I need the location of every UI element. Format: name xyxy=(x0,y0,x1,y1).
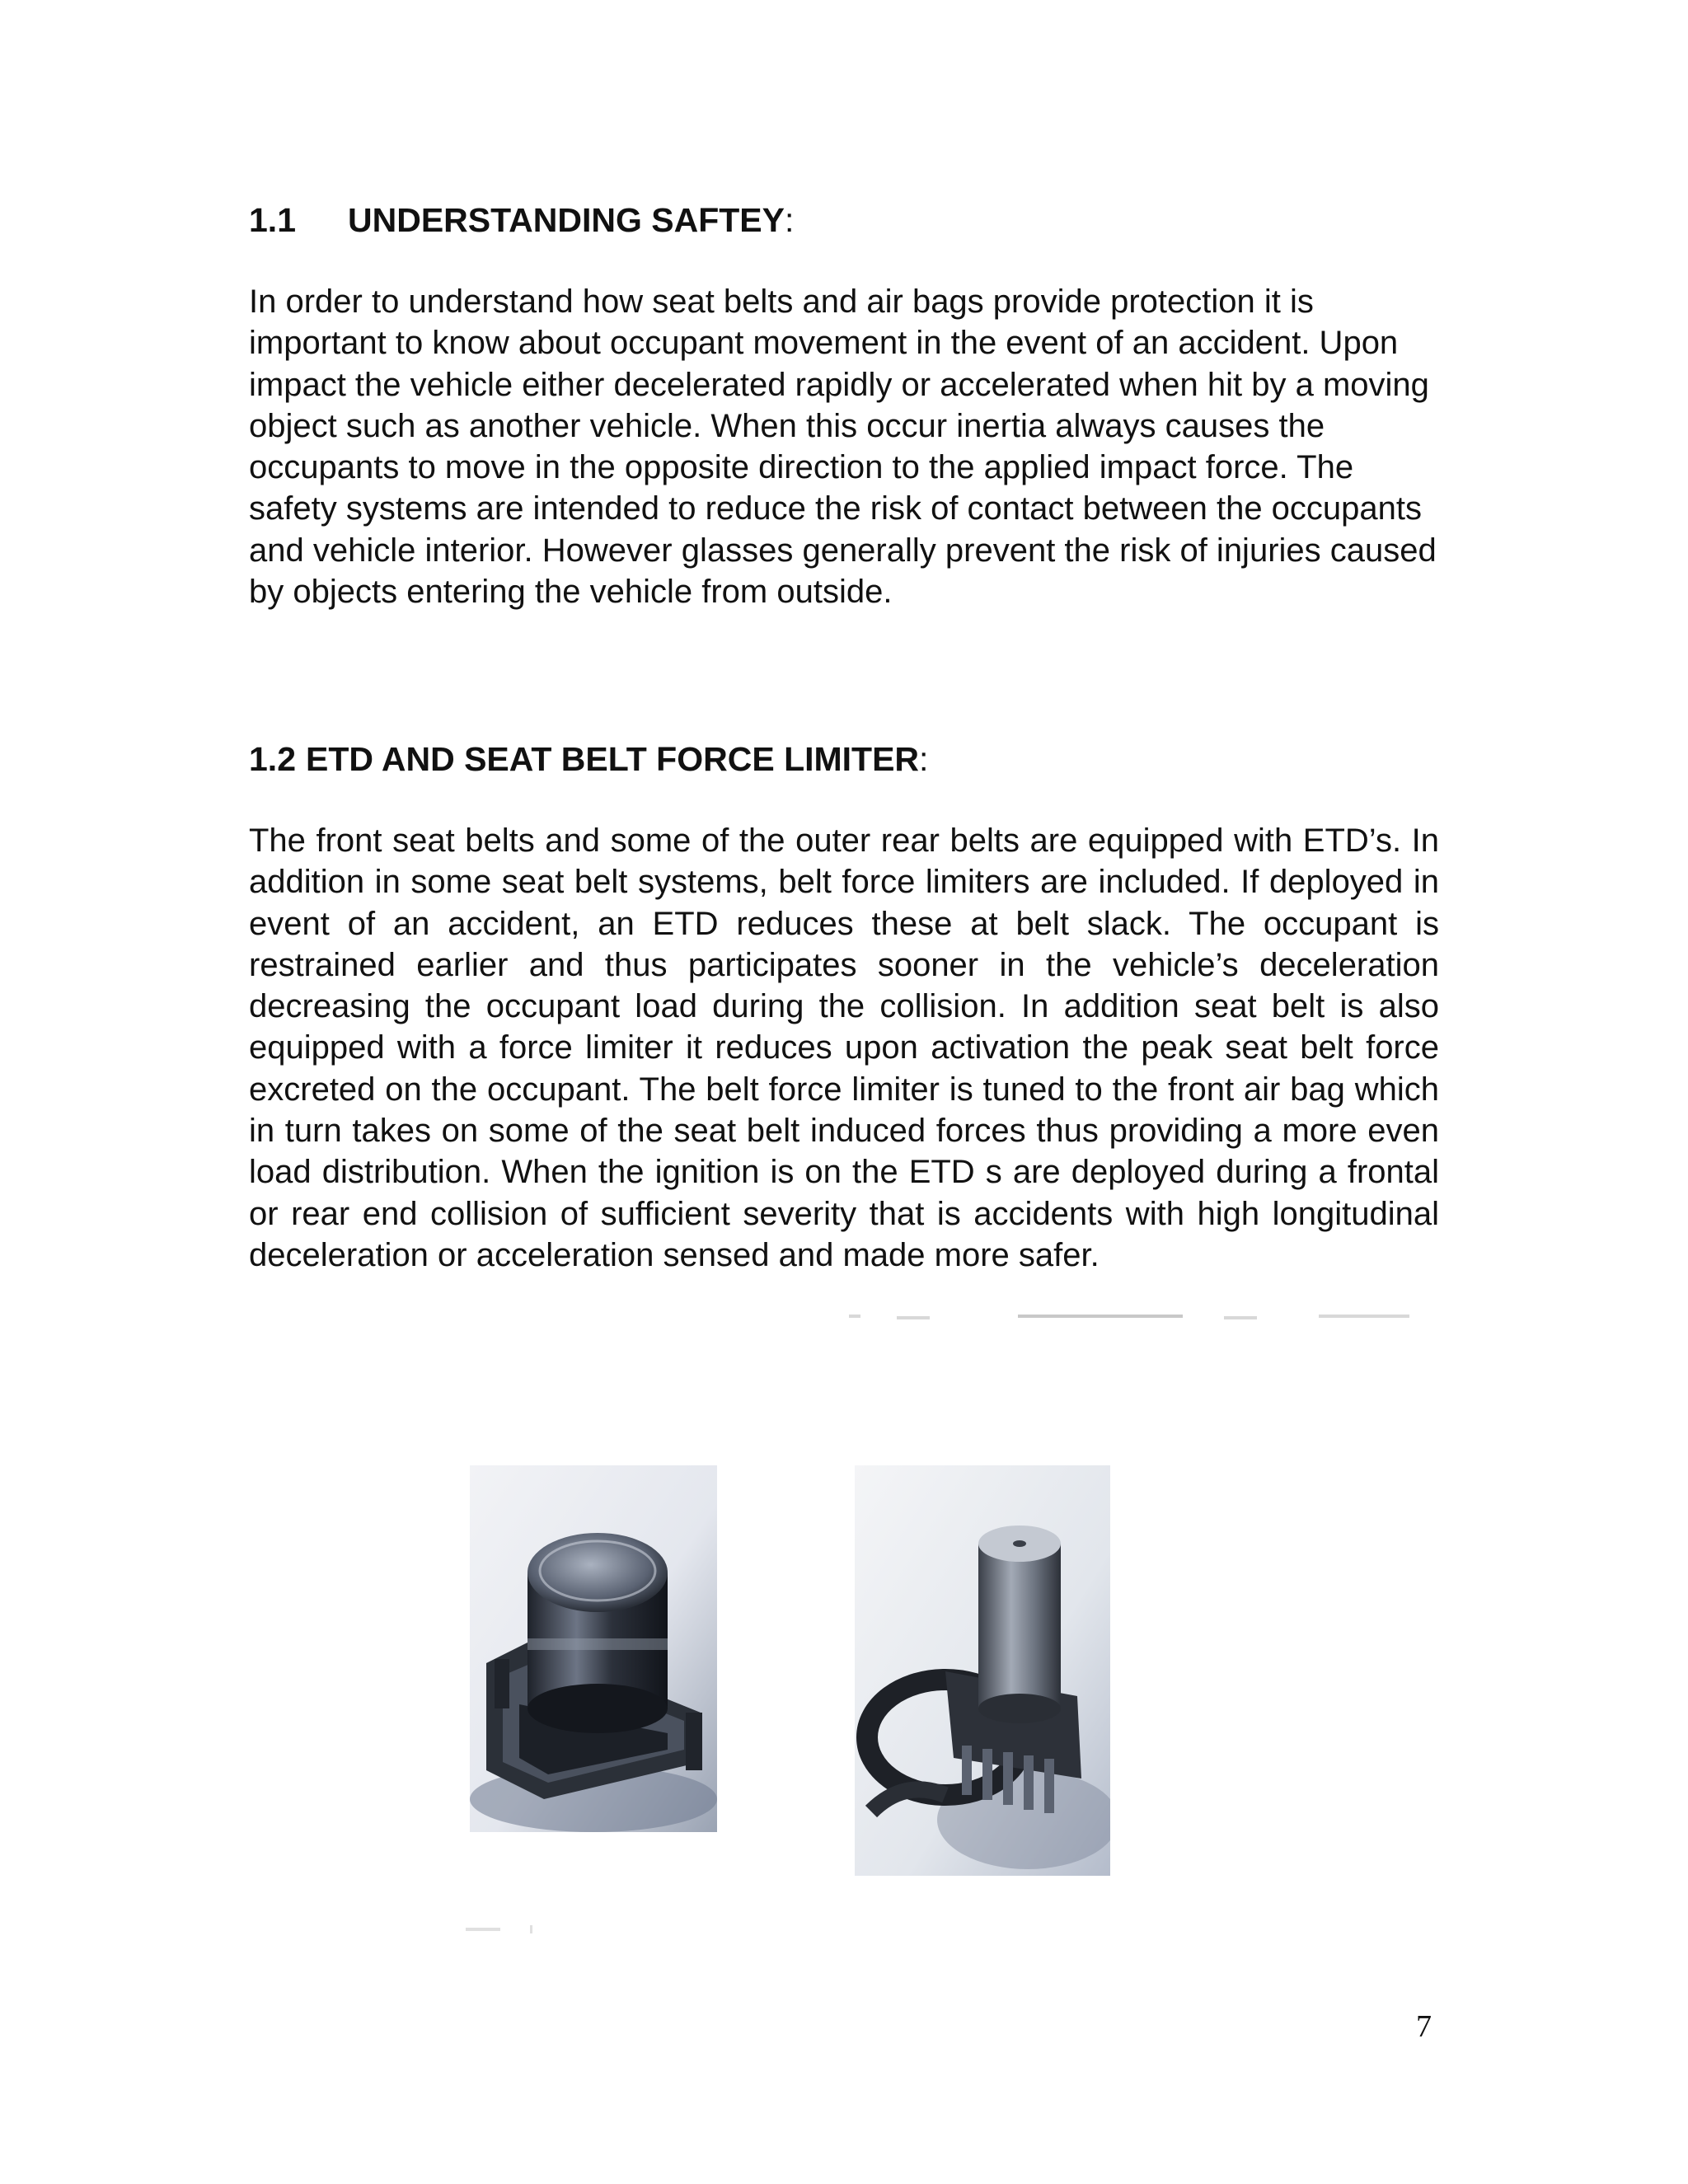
scan-artifact xyxy=(1319,1315,1409,1318)
section-heading-1-2 xyxy=(249,738,928,780)
scan-artifact xyxy=(530,1925,532,1933)
section-title: UNDERSTANDING SAFTEY xyxy=(348,201,785,239)
section-title: ETD AND SEAT BELT FORCE LIMITER xyxy=(306,740,920,778)
section-number: 1.1 xyxy=(249,201,296,239)
paragraph-etd-force-limiter: The front seat belts and some of the outer rear belts are equipped with ETD’s. In addition in some seat belt systems, belt force limiters are included. If deployed in event of an accident, an ETD reduces these at belt slack. The occupant is restrained earlier and thus participates sooner in the vehicle’s deceleration decreasing the occupant load during the collision. In addition seat belt is also equipped with a force limiter it reduces upon activation the peak seat belt force excreted on the occupant. The belt force limiter is tuned to the front air bag which in turn takes on some of the seat belt induced forces thus providing a more even load distribution. When the ignition is on the ETD s are deployed during a frontal or rear end collision of sufficient severity that is accidents with high longitudinal deceleration or acceleration sensed and made more safer. xyxy=(249,823,1439,1273)
section-number: 1.2 xyxy=(249,740,296,778)
etd-unit-photo-left xyxy=(470,1465,717,1832)
section-heading-1-1 xyxy=(249,199,794,241)
heading-colon: : xyxy=(919,740,929,778)
scan-artifact xyxy=(1018,1315,1183,1318)
scan-artifact xyxy=(849,1315,860,1318)
etd-unit-photo-right xyxy=(855,1465,1110,1876)
heading-colon: : xyxy=(784,201,795,239)
scan-artifact xyxy=(466,1928,500,1931)
scan-artifact xyxy=(897,1316,930,1319)
page-number: 7 xyxy=(1416,2009,1432,2044)
paragraph-understanding-safety: In order to understand how seat belts and air bags provide protection it is important to know about occupant movement in the event of an accident. Upon impact the vehicle either decelerated rapidly or accelerated when hit by a moving object such as another vehicle. When this occur inertia always causes the occupants to move in the opposite direction to the applied impact force. The safety systems are intended to reduce the risk of contact between the occupants and vehicle interior. However glasses generally prevent the risk of injuries caused by objects entering the vehicle from outside. xyxy=(249,284,1437,611)
scan-artifact xyxy=(1224,1316,1257,1319)
